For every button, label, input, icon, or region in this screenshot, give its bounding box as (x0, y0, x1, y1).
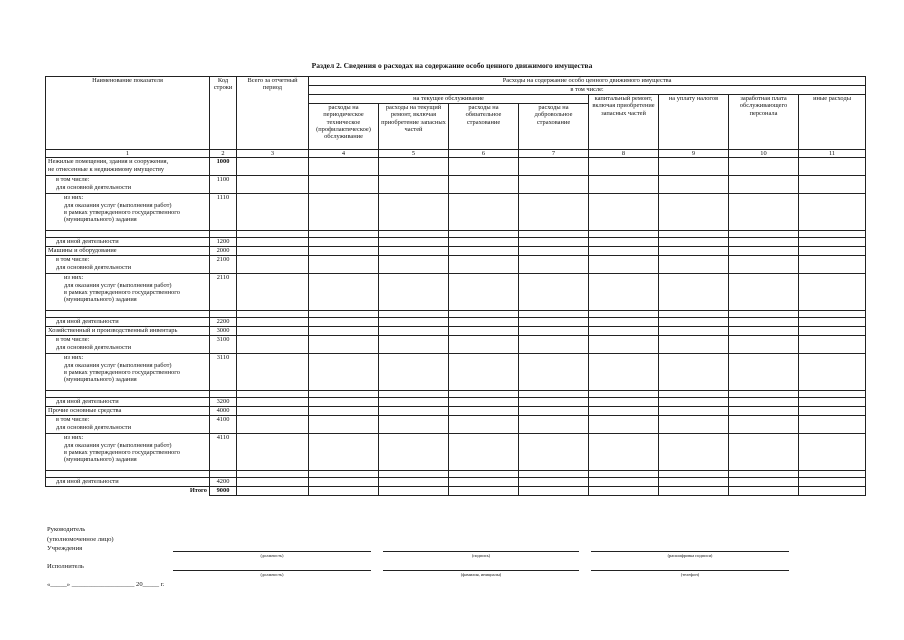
value-cell[interactable] (589, 354, 659, 391)
row-code: 2000 (210, 247, 237, 256)
header-voluntary-insurance: расходы на добровольное страхование (519, 104, 589, 150)
caption-signature: (подпись) (471, 553, 491, 558)
value-cell[interactable] (519, 327, 589, 336)
value-cell[interactable] (589, 318, 659, 327)
caption-fio: (фамилия, инициалы) (460, 572, 502, 577)
column-numbers-row (46, 150, 866, 158)
value-cell[interactable] (729, 231, 799, 238)
header-indicator: Наименование показателя (46, 77, 210, 150)
caption-decoding: (расшифровка подписи) (667, 553, 713, 558)
value-cell[interactable] (799, 311, 866, 318)
row-code: 2200 (210, 318, 237, 327)
value-cell[interactable] (519, 354, 589, 391)
value-cell[interactable] (589, 434, 659, 471)
value-cell[interactable] (449, 354, 519, 391)
value-cell[interactable] (659, 478, 729, 487)
value-cell[interactable] (519, 391, 589, 398)
value-cell[interactable] (519, 158, 589, 176)
value-cell[interactable] (519, 176, 589, 194)
value-cell[interactable] (449, 311, 519, 318)
row-label: Нежилые помещения, здания и сооружения, не отнесенные к недвижимому имуществу (46, 158, 210, 176)
value-cell[interactable] (799, 407, 866, 416)
row-label: Прочие основные средства (46, 407, 210, 416)
row-code: 1000 (210, 158, 237, 176)
value-cell[interactable] (799, 238, 866, 247)
row-code: 2100 (210, 256, 237, 274)
value-cell[interactable] (237, 318, 309, 327)
value-cell[interactable] (379, 318, 449, 327)
value-cell[interactable] (237, 416, 309, 434)
value-cell[interactable] (799, 416, 866, 434)
column-number-6: 6 (449, 150, 519, 158)
header-code: Код строки (210, 77, 237, 150)
value-cell[interactable] (799, 194, 866, 231)
column-number-8: 8 (589, 150, 659, 158)
value-cell[interactable] (237, 311, 309, 318)
value-cell[interactable] (799, 391, 866, 398)
table-row (46, 398, 866, 407)
row-code: 4100 (210, 416, 237, 434)
row-code: 4000 (210, 407, 237, 416)
value-cell[interactable] (379, 158, 449, 176)
column-number-7: 7 (519, 150, 589, 158)
table-row (46, 318, 866, 327)
head-label-1: Руководитель (47, 526, 86, 533)
date-line[interactable]: «_____» ___________________ 20_____ г. (47, 581, 165, 588)
value-cell[interactable] (589, 176, 659, 194)
page-title: Раздел 2. Сведения о расходах на содержание особо ценного движимого имущества (311, 61, 593, 70)
head-position-line[interactable] (173, 551, 371, 552)
value-cell[interactable] (309, 238, 379, 247)
value-cell[interactable] (659, 274, 729, 311)
total-value-cell[interactable] (799, 487, 866, 496)
value-cell[interactable] (589, 247, 659, 256)
table-row (46, 471, 866, 478)
value-cell[interactable] (449, 274, 519, 311)
value-cell[interactable] (589, 158, 659, 176)
executor-position-line[interactable] (173, 570, 371, 571)
row-label: из них: для оказания услуг (выполнения работ) в рамках утвержденного государственного (муниципального) задания (46, 434, 210, 471)
table-row (46, 327, 866, 336)
value-cell[interactable] (379, 311, 449, 318)
header-other: иные расходы (799, 95, 866, 150)
value-cell[interactable] (449, 247, 519, 256)
total-label: Итого (46, 487, 210, 496)
value-cell[interactable] (237, 256, 309, 274)
row-label: Машины и оборудование (46, 247, 210, 256)
value-cell[interactable] (659, 398, 729, 407)
value-cell[interactable] (659, 471, 729, 478)
value-cell[interactable] (309, 311, 379, 318)
value-cell[interactable] (799, 471, 866, 478)
value-cell[interactable] (519, 311, 589, 318)
value-cell[interactable] (729, 416, 799, 434)
value-cell[interactable] (237, 158, 309, 176)
value-cell[interactable] (519, 231, 589, 238)
value-cell[interactable] (589, 391, 659, 398)
value-cell[interactable] (799, 247, 866, 256)
row-label: для иной деятельности (46, 238, 210, 247)
value-cell[interactable] (729, 398, 799, 407)
row-code (210, 471, 237, 478)
value-cell[interactable] (589, 416, 659, 434)
value-cell[interactable] (799, 434, 866, 471)
value-cell[interactable] (519, 434, 589, 471)
table-row (46, 238, 866, 247)
row-code: 1110 (210, 194, 237, 231)
value-cell[interactable] (729, 158, 799, 176)
value-cell[interactable] (309, 471, 379, 478)
value-cell[interactable] (379, 434, 449, 471)
value-cell[interactable] (729, 274, 799, 311)
value-cell[interactable] (659, 327, 729, 336)
value-cell[interactable] (237, 238, 309, 247)
value-cell[interactable] (659, 158, 729, 176)
row-label (46, 391, 210, 398)
value-cell[interactable] (589, 398, 659, 407)
table-row (46, 478, 866, 487)
table-row (46, 416, 866, 434)
value-cell[interactable] (519, 238, 589, 247)
table-row (46, 274, 866, 311)
value-cell[interactable] (589, 471, 659, 478)
row-label (46, 231, 210, 238)
value-cell[interactable] (309, 336, 379, 354)
value-cell[interactable] (309, 194, 379, 231)
value-cell[interactable] (799, 158, 866, 176)
value-cell[interactable] (729, 391, 799, 398)
value-cell[interactable] (589, 336, 659, 354)
value-cell[interactable] (309, 256, 379, 274)
table-row (46, 391, 866, 398)
value-cell[interactable] (729, 318, 799, 327)
header-salary: заработная плата обслуживающего персонала (729, 95, 799, 150)
value-cell[interactable] (379, 471, 449, 478)
value-cell[interactable] (309, 327, 379, 336)
value-cell[interactable] (309, 434, 379, 471)
value-cell[interactable] (237, 407, 309, 416)
value-cell[interactable] (237, 354, 309, 391)
row-code: 1200 (210, 238, 237, 247)
row-label: в том числе: для основной деятельности (46, 256, 210, 274)
head-label-3: Учреждения (47, 545, 83, 552)
value-cell[interactable] (379, 256, 449, 274)
value-cell[interactable] (659, 256, 729, 274)
total-code: 9000 (210, 487, 237, 496)
value-cell[interactable] (519, 318, 589, 327)
value-cell[interactable] (519, 416, 589, 434)
value-cell[interactable] (379, 478, 449, 487)
value-cell[interactable] (519, 407, 589, 416)
value-cell[interactable] (449, 256, 519, 274)
value-cell[interactable] (379, 327, 449, 336)
value-cell[interactable] (659, 407, 729, 416)
row-code (210, 231, 237, 238)
value-cell[interactable] (589, 407, 659, 416)
column-number-3: 3 (237, 150, 309, 158)
value-cell[interactable] (379, 231, 449, 238)
value-cell[interactable] (449, 327, 519, 336)
column-number-4: 4 (309, 150, 379, 158)
value-cell[interactable] (309, 247, 379, 256)
total-value-cell[interactable] (519, 487, 589, 496)
table-row (46, 434, 866, 471)
value-cell[interactable] (659, 391, 729, 398)
value-cell[interactable] (659, 238, 729, 247)
table-row (46, 336, 866, 354)
value-cell[interactable] (449, 471, 519, 478)
value-cell[interactable] (519, 194, 589, 231)
executor-phone-line[interactable] (591, 570, 789, 571)
value-cell[interactable] (237, 398, 309, 407)
value-cell[interactable] (589, 231, 659, 238)
value-cell[interactable] (589, 311, 659, 318)
table-row (46, 231, 866, 238)
value-cell[interactable] (309, 231, 379, 238)
value-cell[interactable] (799, 256, 866, 274)
value-cell[interactable] (379, 336, 449, 354)
header-expenses: Расходы на содержание особо ценного движимого имущества (309, 77, 866, 86)
value-cell[interactable] (519, 471, 589, 478)
value-cell[interactable] (237, 176, 309, 194)
expenses-table (45, 76, 866, 496)
row-label: в том числе: для основной деятельности (46, 416, 210, 434)
row-label: для иной деятельности (46, 318, 210, 327)
value-cell[interactable] (449, 176, 519, 194)
value-cell[interactable] (237, 231, 309, 238)
header-periodic-service: расходы на периодическое техническое (профилактическое) обслуживание (309, 104, 379, 150)
total-row (46, 487, 866, 496)
total-value-cell[interactable] (589, 487, 659, 496)
row-label: для иной деятельности (46, 398, 210, 407)
value-cell[interactable] (449, 398, 519, 407)
value-cell[interactable] (309, 318, 379, 327)
row-label: из них: для оказания услуг (выполнения работ) в рамках утвержденного государственного (муниципального) задания (46, 194, 210, 231)
value-cell[interactable] (309, 407, 379, 416)
value-cell[interactable] (519, 478, 589, 487)
row-code: 2110 (210, 274, 237, 311)
column-number-5: 5 (379, 150, 449, 158)
row-code: 3110 (210, 354, 237, 391)
column-number-2: 2 (210, 150, 237, 158)
value-cell[interactable] (449, 318, 519, 327)
table-row (46, 176, 866, 194)
value-cell[interactable] (379, 176, 449, 194)
table-row (46, 158, 866, 176)
value-cell[interactable] (799, 176, 866, 194)
value-cell[interactable] (237, 327, 309, 336)
table-row (46, 194, 866, 231)
value-cell[interactable] (659, 416, 729, 434)
value-cell[interactable] (659, 318, 729, 327)
value-cell[interactable] (449, 231, 519, 238)
value-cell[interactable] (729, 407, 799, 416)
value-cell[interactable] (589, 274, 659, 311)
header-including: в том числе: (309, 86, 866, 95)
value-cell[interactable] (379, 416, 449, 434)
value-cell[interactable] (729, 478, 799, 487)
header-property-tax: на уплату налогов (659, 95, 729, 150)
total-value-cell[interactable] (449, 487, 519, 496)
value-cell[interactable] (799, 398, 866, 407)
value-cell[interactable] (519, 256, 589, 274)
value-cell[interactable] (729, 336, 799, 354)
value-cell[interactable] (309, 176, 379, 194)
value-cell[interactable] (729, 247, 799, 256)
value-cell[interactable] (799, 478, 866, 487)
value-cell[interactable] (237, 471, 309, 478)
value-cell[interactable] (659, 354, 729, 391)
row-label: в том числе: для основной деятельности (46, 336, 210, 354)
row-label: Хозяйственный и производственный инвентарь (46, 327, 210, 336)
value-cell[interactable] (589, 327, 659, 336)
value-cell[interactable] (379, 274, 449, 311)
value-cell[interactable] (449, 416, 519, 434)
value-cell[interactable] (799, 327, 866, 336)
caption-phone: (телефон) (680, 572, 700, 577)
value-cell[interactable] (309, 478, 379, 487)
column-number-10: 10 (729, 150, 799, 158)
value-cell[interactable] (309, 398, 379, 407)
row-code: 3000 (210, 327, 237, 336)
head-label-2: (уполномоченное лицо) (47, 536, 114, 543)
executor-label: Исполнитель (47, 563, 84, 570)
value-cell[interactable] (309, 274, 379, 311)
row-label (46, 471, 210, 478)
value-cell[interactable] (449, 238, 519, 247)
header-current-service: на текущее обслуживание (309, 95, 589, 104)
value-cell[interactable] (799, 318, 866, 327)
value-cell[interactable] (729, 327, 799, 336)
table-row (46, 256, 866, 274)
column-number-11: 11 (799, 150, 866, 158)
value-cell[interactable] (379, 238, 449, 247)
value-cell[interactable] (799, 354, 866, 391)
row-label: из них: для оказания услуг (выполнения работ) в рамках утвержденного государственного (муниципального) задания (46, 274, 210, 311)
value-cell[interactable] (589, 478, 659, 487)
value-cell[interactable] (729, 256, 799, 274)
value-cell[interactable] (729, 238, 799, 247)
value-cell[interactable] (729, 354, 799, 391)
value-cell[interactable] (309, 391, 379, 398)
value-cell[interactable] (659, 311, 729, 318)
value-cell[interactable] (449, 391, 519, 398)
value-cell[interactable] (659, 247, 729, 256)
total-value-cell[interactable] (309, 487, 379, 496)
value-cell[interactable] (729, 194, 799, 231)
value-cell[interactable] (659, 194, 729, 231)
caption-position: (должность) (260, 553, 284, 558)
value-cell[interactable] (729, 176, 799, 194)
value-cell[interactable] (659, 336, 729, 354)
table-row (46, 247, 866, 256)
row-code: 3100 (210, 336, 237, 354)
column-number-9: 9 (659, 150, 729, 158)
row-code: 3200 (210, 398, 237, 407)
table-row (46, 311, 866, 318)
row-label: в том числе: для основной деятельности (46, 176, 210, 194)
value-cell[interactable] (309, 416, 379, 434)
value-cell[interactable] (379, 194, 449, 231)
value-cell[interactable] (449, 478, 519, 487)
value-cell[interactable] (379, 247, 449, 256)
value-cell[interactable] (519, 274, 589, 311)
value-cell[interactable] (659, 231, 729, 238)
table-row (46, 354, 866, 391)
header-current-repair: расходы на текущий ремонт, включая приобретение запасных частей (379, 104, 449, 150)
value-cell[interactable] (799, 336, 866, 354)
value-cell[interactable] (449, 434, 519, 471)
value-cell[interactable] (519, 336, 589, 354)
row-code: 4200 (210, 478, 237, 487)
value-cell[interactable] (659, 176, 729, 194)
row-code (210, 391, 237, 398)
value-cell[interactable] (519, 247, 589, 256)
value-cell[interactable] (659, 434, 729, 471)
value-cell[interactable] (237, 391, 309, 398)
value-cell[interactable] (589, 256, 659, 274)
row-code: 1100 (210, 176, 237, 194)
value-cell[interactable] (379, 354, 449, 391)
value-cell[interactable] (237, 247, 309, 256)
total-value-cell[interactable] (659, 487, 729, 496)
value-cell[interactable] (589, 194, 659, 231)
header-total: Всего за отчетный период (237, 77, 309, 150)
value-cell[interactable] (519, 398, 589, 407)
value-cell[interactable] (799, 274, 866, 311)
value-cell[interactable] (309, 354, 379, 391)
value-cell[interactable] (379, 407, 449, 416)
header-capital-repair: капитальный ремонт, включая приобретение запасных частей (589, 95, 659, 150)
head-signature-line[interactable] (383, 551, 579, 552)
value-cell[interactable] (237, 336, 309, 354)
total-value-cell[interactable] (237, 487, 309, 496)
value-cell[interactable] (237, 434, 309, 471)
header-mandatory-insurance: расходы на обязательное страхование (449, 104, 519, 150)
value-cell[interactable] (449, 158, 519, 176)
executor-fio-line[interactable] (383, 570, 579, 571)
value-cell[interactable] (237, 274, 309, 311)
value-cell[interactable] (449, 407, 519, 416)
total-value-cell[interactable] (379, 487, 449, 496)
column-number-1: 1 (46, 150, 210, 158)
value-cell[interactable] (309, 158, 379, 176)
value-cell[interactable] (379, 398, 449, 407)
row-label: для иной деятельности (46, 478, 210, 487)
value-cell[interactable] (379, 391, 449, 398)
value-cell[interactable] (237, 194, 309, 231)
value-cell[interactable] (729, 311, 799, 318)
row-label (46, 311, 210, 318)
head-decoding-line[interactable] (591, 551, 789, 552)
value-cell[interactable] (589, 238, 659, 247)
value-cell[interactable] (449, 336, 519, 354)
table-row (46, 407, 866, 416)
value-cell[interactable] (237, 478, 309, 487)
row-code: 4110 (210, 434, 237, 471)
value-cell[interactable] (799, 231, 866, 238)
row-code (210, 311, 237, 318)
value-cell[interactable] (449, 194, 519, 231)
value-cell[interactable] (729, 434, 799, 471)
total-value-cell[interactable] (729, 487, 799, 496)
caption-position-2: (должность) (260, 572, 284, 577)
row-label: из них: для оказания услуг (выполнения работ) в рамках утвержденного государственного (муниципального) задания (46, 354, 210, 391)
value-cell[interactable] (729, 471, 799, 478)
